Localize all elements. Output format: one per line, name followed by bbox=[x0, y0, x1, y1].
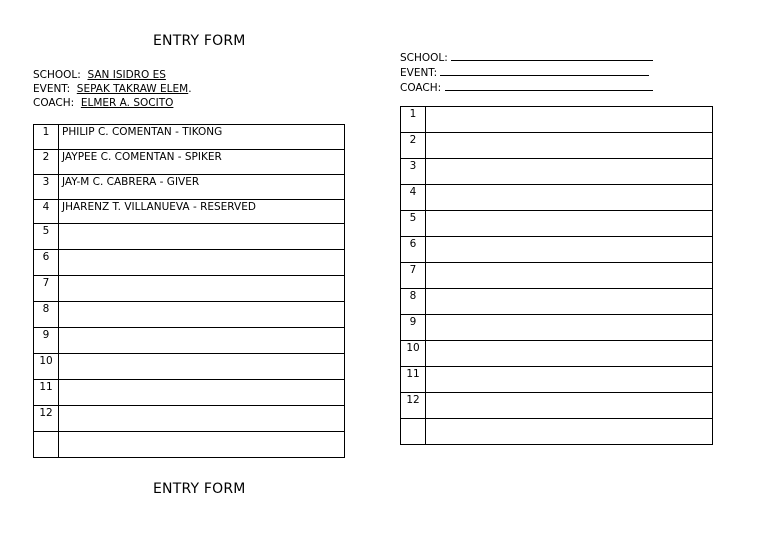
left-row bbox=[34, 302, 345, 328]
right-row-player[interactable] bbox=[426, 289, 713, 315]
left-row-number: 11 bbox=[34, 380, 59, 406]
right-row bbox=[401, 393, 713, 419]
right-row bbox=[401, 185, 713, 211]
left-row bbox=[34, 125, 345, 150]
left-row-number: 4 bbox=[34, 200, 59, 224]
right-school-blank[interactable] bbox=[451, 50, 653, 61]
right-row bbox=[401, 315, 713, 341]
right-event-blank[interactable] bbox=[440, 65, 649, 76]
left-row-player[interactable]: JAY-M C. CABRERA - GIVER bbox=[59, 175, 345, 200]
left-form-title: ENTRY FORM bbox=[153, 33, 246, 49]
left-row-number: 10 bbox=[34, 354, 59, 380]
left-row bbox=[34, 432, 345, 458]
right-row-number: 3 bbox=[401, 159, 426, 185]
right-row bbox=[401, 159, 713, 185]
left-school-value: SAN ISIDRO ES bbox=[87, 69, 166, 81]
right-event-label: EVENT: bbox=[400, 67, 438, 79]
left-row bbox=[34, 200, 345, 224]
right-row-number: 10 bbox=[401, 341, 426, 367]
left-row-player[interactable] bbox=[59, 406, 345, 432]
right-row bbox=[401, 237, 713, 263]
left-coach-value: ELMER A. SOCITO bbox=[80, 97, 174, 109]
left-row-player[interactable] bbox=[59, 224, 345, 250]
left-row-number: 12 bbox=[34, 406, 59, 432]
bottom-form-title: ENTRY FORM bbox=[153, 481, 246, 497]
right-row-player[interactable] bbox=[426, 211, 713, 237]
right-row-player[interactable] bbox=[426, 315, 713, 341]
right-row-player[interactable] bbox=[426, 341, 713, 367]
left-coach-label: COACH: bbox=[33, 97, 75, 109]
left-form-header bbox=[33, 68, 192, 110]
right-row bbox=[401, 263, 713, 289]
left-event-label: EVENT: bbox=[33, 83, 71, 95]
right-row-player[interactable] bbox=[426, 159, 713, 185]
right-row-number: 4 bbox=[401, 185, 426, 211]
right-school-label: SCHOOL: bbox=[400, 52, 448, 64]
right-row-number: 12 bbox=[401, 393, 426, 419]
right-row-number bbox=[401, 419, 426, 445]
right-row-player[interactable] bbox=[426, 237, 713, 263]
left-row-player[interactable] bbox=[59, 302, 345, 328]
left-row-number: 2 bbox=[34, 150, 59, 175]
left-event-line bbox=[33, 82, 192, 96]
left-school-label: SCHOOL: bbox=[33, 69, 81, 81]
right-coach-line bbox=[400, 80, 653, 95]
right-row-number: 5 bbox=[401, 211, 426, 237]
left-row bbox=[34, 175, 345, 200]
left-row bbox=[34, 380, 345, 406]
left-row-player[interactable] bbox=[59, 328, 345, 354]
left-row bbox=[34, 276, 345, 302]
left-row-player[interactable] bbox=[59, 432, 345, 458]
left-row bbox=[34, 328, 345, 354]
right-row-player[interactable] bbox=[426, 263, 713, 289]
right-event-line bbox=[400, 65, 653, 80]
left-school-line bbox=[33, 68, 192, 82]
left-row-number: 7 bbox=[34, 276, 59, 302]
left-row-number: 3 bbox=[34, 175, 59, 200]
right-row bbox=[401, 133, 713, 159]
right-row-player[interactable] bbox=[426, 393, 713, 419]
right-row-number: 8 bbox=[401, 289, 426, 315]
left-row-number: 1 bbox=[34, 125, 59, 150]
right-row-player[interactable] bbox=[426, 107, 713, 133]
left-row-number: 5 bbox=[34, 224, 59, 250]
right-row-number: 1 bbox=[401, 107, 426, 133]
left-row bbox=[34, 224, 345, 250]
right-row bbox=[401, 419, 713, 445]
right-row-number: 9 bbox=[401, 315, 426, 341]
left-row bbox=[34, 354, 345, 380]
right-row bbox=[401, 211, 713, 237]
right-row-number: 6 bbox=[401, 237, 426, 263]
left-roster-table bbox=[33, 124, 345, 458]
right-row bbox=[401, 289, 713, 315]
right-coach-blank[interactable] bbox=[445, 80, 653, 91]
left-row-number: 6 bbox=[34, 250, 59, 276]
right-row-number: 2 bbox=[401, 133, 426, 159]
left-row-player[interactable] bbox=[59, 250, 345, 276]
left-row-player[interactable] bbox=[59, 354, 345, 380]
left-row-player[interactable]: PHILIP C. COMENTAN - TIKONG bbox=[59, 125, 345, 150]
right-row bbox=[401, 367, 713, 393]
right-row bbox=[401, 341, 713, 367]
left-row-player[interactable]: JAYPEE C. COMENTAN - SPIKER bbox=[59, 150, 345, 175]
left-row bbox=[34, 150, 345, 175]
right-row-player[interactable] bbox=[426, 185, 713, 211]
left-event-value: SEPAK TAKRAW ELEM bbox=[76, 83, 189, 95]
left-row-number bbox=[34, 432, 59, 458]
right-row-number: 7 bbox=[401, 263, 426, 289]
left-row-player[interactable] bbox=[59, 276, 345, 302]
left-row-player[interactable]: JHARENZ T. VILLANUEVA - RESERVED bbox=[59, 200, 345, 224]
left-row-number: 9 bbox=[34, 328, 59, 354]
right-row-player[interactable] bbox=[426, 367, 713, 393]
left-row bbox=[34, 406, 345, 432]
left-event-suffix: . bbox=[188, 83, 192, 95]
right-form-header bbox=[400, 50, 653, 95]
right-row-number: 11 bbox=[401, 367, 426, 393]
left-row-number: 8 bbox=[34, 302, 59, 328]
left-row-player[interactable] bbox=[59, 380, 345, 406]
right-row bbox=[401, 107, 713, 133]
right-roster-table bbox=[400, 106, 713, 445]
left-row bbox=[34, 250, 345, 276]
left-coach-line bbox=[33, 96, 192, 110]
right-row-player[interactable] bbox=[426, 133, 713, 159]
right-school-line bbox=[400, 50, 653, 65]
right-row-player[interactable] bbox=[426, 419, 713, 445]
right-coach-label: COACH: bbox=[400, 82, 442, 94]
